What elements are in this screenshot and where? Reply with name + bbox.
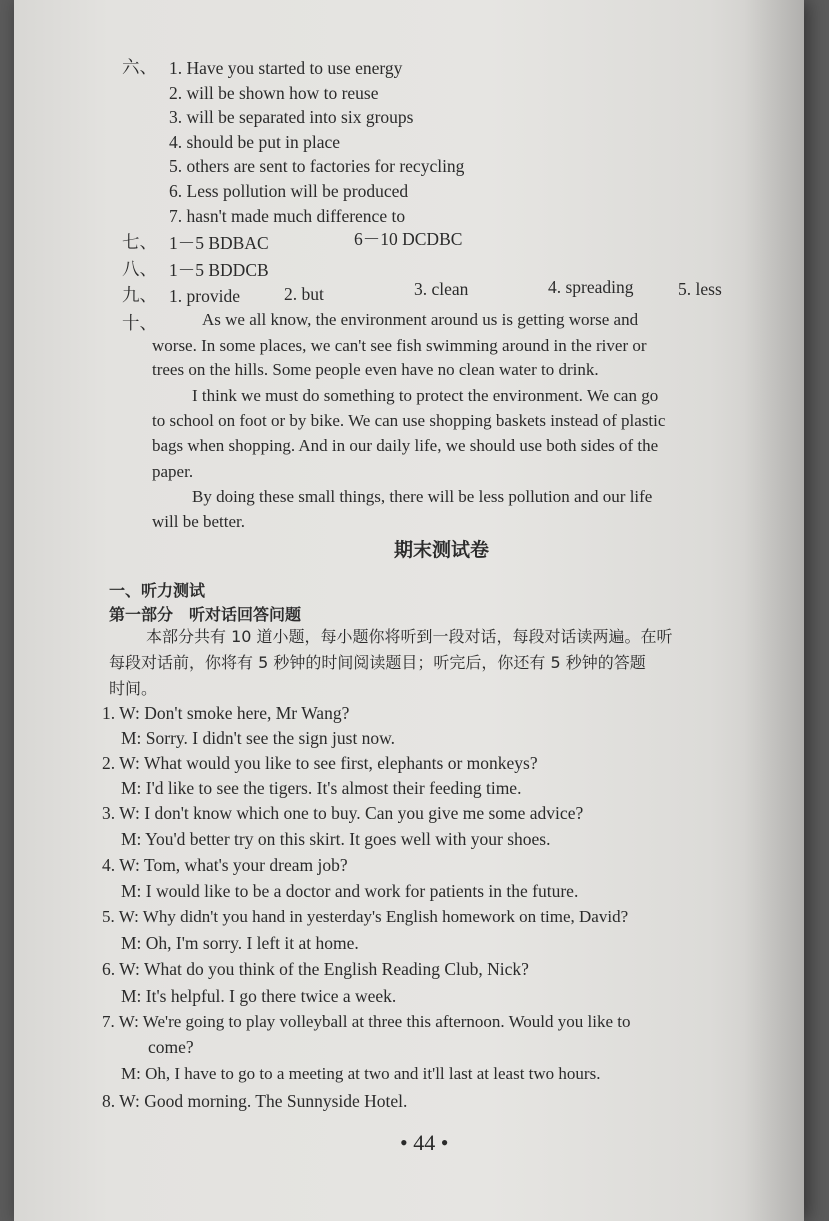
dialogue-line: 5. W: Why didn't you hand in yesterday's English homework on time, David? (102, 907, 629, 926)
essay-line: bags when shopping. And in our daily life, we should use both sides of the (152, 436, 659, 455)
section6-item: 7. hasn't made much difference to (169, 206, 406, 226)
essay-line: worse. In some places, we can't see fish swimming around in the river or (152, 336, 647, 355)
section6-item: 2. will be shown how to reuse (169, 83, 379, 103)
sub-heading: 第一部分 听对话回答问题 (109, 605, 302, 624)
page-shadow (744, 0, 804, 1221)
essay-line: trees on the hills. Some people even have no clean water to drink. (152, 360, 599, 379)
essay-line: I think we must do something to protect the environment. We can go (192, 386, 659, 405)
dialogue-line: M: It's helpful. I go there twice a week. (121, 986, 397, 1006)
section9-item: 3. clean (414, 279, 469, 299)
essay-line: to school on foot or by bike. We can use shopping baskets instead of plastic (152, 411, 666, 430)
section8-label: 八、 (122, 260, 157, 280)
dialogue-line: M: Oh, I have to go to a meeting at two and it'll last at least two hours. (121, 1064, 601, 1083)
section9-item: 2. but (284, 284, 324, 304)
essay-line: By doing these small things, there will be less pollution and our life (192, 487, 653, 506)
section9-item: 4. spreading (548, 277, 634, 297)
section7-answers-b: 6－10 DCDBC (354, 229, 463, 249)
document-page (14, 0, 804, 1221)
section6-item: 3. will be separated into six groups (169, 107, 414, 127)
dialogue-line: 1. W: Don't smoke here, Mr Wang? (102, 703, 350, 723)
section9-label: 九、 (122, 286, 157, 306)
section6-item: 1. Have you started to use energy (169, 58, 403, 78)
section8-answers: 1－5 BDDCB (169, 260, 269, 280)
section6-item: 4. should be put in place (169, 132, 341, 152)
dialogue-line: M: Sorry. I didn't see the sign just now. (121, 728, 396, 748)
essay-line: As we all know, the environment around us is getting worse and (202, 310, 639, 329)
dialogue-line: 7. W: We're going to play volleyball at three this afternoon. Would you like to (102, 1012, 631, 1031)
section6-label: 六、 (122, 58, 157, 78)
dialogue-line: 2. W: What would you like to see first, elephants or monkeys? (102, 753, 538, 773)
instruction-line: 本部分共有 10 道小题，每小题你将听到一段对话，每段对话读两遍。在听 (146, 627, 673, 646)
section6-item: 5. others are sent to factories for recycling (169, 156, 465, 176)
part-heading: 一、听力测试 (109, 581, 206, 600)
dialogue-line: M: Oh, I'm sorry. I left it at home. (121, 933, 359, 953)
dialogue-line: come? (148, 1037, 194, 1057)
dialogue-line: M: I would like to be a doctor and work for patients in the future. (121, 881, 579, 901)
section9-item: 1. provide (169, 286, 240, 306)
essay-line: paper. (152, 462, 194, 481)
dialogue-line: M: You'd better try on this skirt. It goes well with your shoes. (121, 829, 551, 849)
section10-label: 十、 (122, 314, 157, 334)
section7-answers-a: 1－5 BDBAC (169, 233, 269, 253)
dialogue-line: M: I'd like to see the tigers. It's almost their feeding time. (121, 778, 522, 798)
dialogue-line: 4. W: Tom, what's your dream job? (102, 855, 348, 875)
dialogue-line: 6. W: What do you think of the English Reading Club, Nick? (102, 959, 529, 979)
page-number: • 44 • (400, 1130, 449, 1155)
exam-title: 期末测试卷 (394, 539, 490, 561)
instruction-line: 时间。 (109, 679, 158, 698)
instruction-line: 每段对话前，你将有 5 秒钟的时间阅读题目；听完后，你还有 5 秒钟的答题 (109, 653, 646, 672)
dialogue-line: 3. W: I don't know which one to buy. Can you give me some advice? (102, 803, 584, 823)
section6-item: 6. Less pollution will be produced (169, 181, 409, 201)
section7-label: 七、 (122, 233, 157, 253)
dialogue-line: 8. W: Good morning. The Sunnyside Hotel. (102, 1091, 408, 1111)
essay-line: will be better. (152, 512, 246, 531)
section9-item: 5. less (678, 279, 722, 299)
